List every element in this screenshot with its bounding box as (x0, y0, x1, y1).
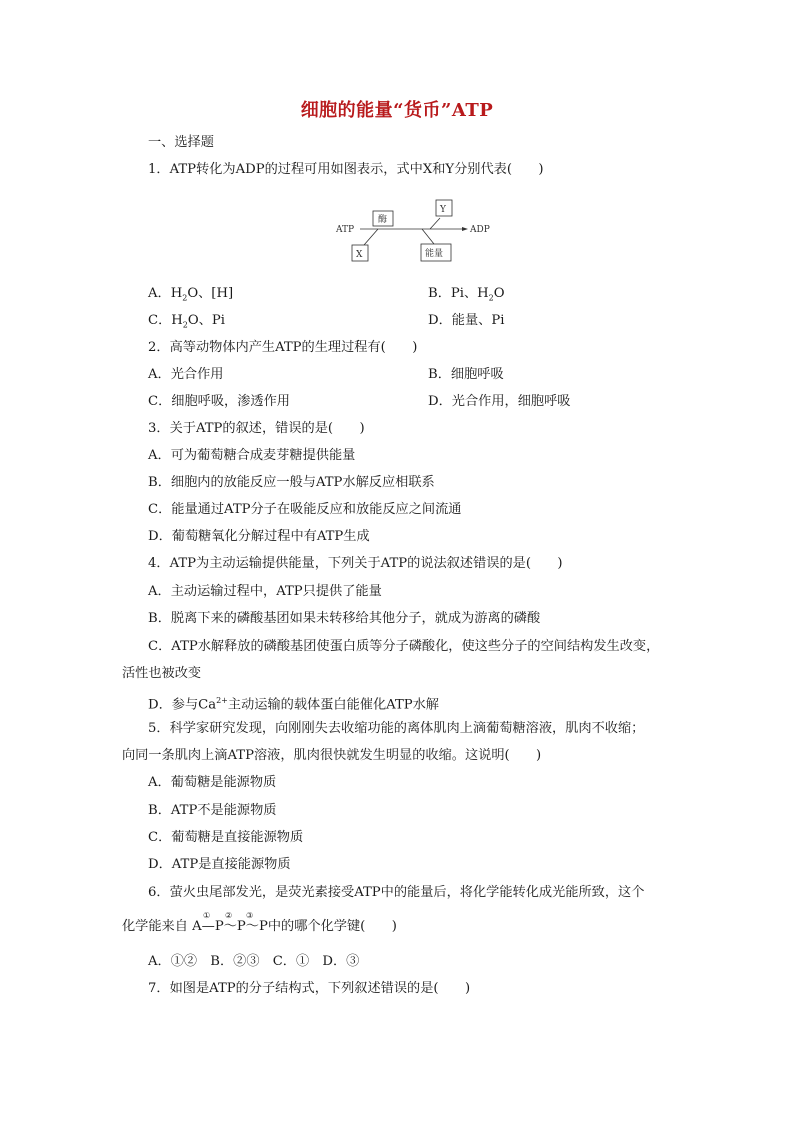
q3-stem: 3．关于ATP的叙述，错误的是( ) (148, 421, 365, 436)
q3-option-a: A．可为葡萄糖合成麦芽糖提供能量 (148, 448, 356, 463)
q4-option-a: A．主动运输过程中，ATP只提供了能量 (148, 584, 382, 599)
diagram-x-label: X (356, 250, 363, 260)
q5-option-a: A．葡萄糖是能源物质 (148, 775, 277, 790)
q2-option-b: B．细胞呼吸 (428, 367, 504, 382)
q6-options: A．①② B．②③ C．① D．③ (148, 954, 360, 969)
q6-stem-line1: 6．萤火虫尾部发光，是荧光素接受ATP中的能量后，将化学能转化成光能所致，这个 (148, 885, 645, 900)
q1-option-b: B．Pi、$H_2O$ (428, 286, 505, 303)
diagram-y-label: Y (440, 205, 446, 215)
q1-option-d: D．能量、Pi (428, 313, 505, 328)
bond-mark-2: ② (225, 911, 233, 920)
q2-stem: 2．高等动物体内产生ATP的生理过程有( ) (148, 340, 418, 355)
bond-mark-1: ① (203, 911, 211, 920)
q1-option-a: A．$H_2O$、[H] (148, 286, 234, 303)
q7-stem: 7．如图是ATP的分子结构式，下列叙述错误的是( ) (148, 981, 471, 996)
bond-mark-3: ③ (246, 911, 254, 920)
page-title: 细胞的能量“货币”ATP (300, 100, 494, 121)
q4-stem: 4．ATP为主动运输提供能量，下列关于ATP的说法叙述错误的是( ) (148, 556, 563, 571)
q4-option-c-line1: C．ATP水解释放的磷酸基团使蛋白质等分子磷酸化，使这些分子的空间结构发生改变， (148, 639, 660, 654)
q4-option-b: B．脱离下来的磷酸基团如果未转移给其他分子，就成为游离的磷酸 (148, 611, 541, 626)
q5-stem-line2: 向同一条肌肉上滴ATP溶液，肌肉很快就发生明显的收缩。这说明( ) (122, 748, 542, 763)
section-heading: 一、选择题 (148, 135, 214, 150)
q6-stem-line2: 化学能来自 A—P～P～P中的哪个化学键( ) (122, 919, 397, 934)
diagram-energy-label: 能量 (425, 249, 444, 259)
q3-option-d: D．葡萄糖氧化分解过程中有ATP生成 (148, 529, 370, 544)
q2-option-d: D．光合作用，细胞呼吸 (428, 394, 571, 409)
atp-formula: A—P～P～P (192, 919, 268, 934)
q3-option-c: C．能量通过ATP分子在吸能反应和放能反应之间流通 (148, 502, 462, 517)
q5-option-c: C．葡萄糖是直接能源物质 (148, 830, 304, 845)
q1-option-c: C．$H_2O$、Pi (148, 313, 225, 330)
q4-option-c-line2: 活性也被改变 (122, 666, 202, 681)
diagram-adp-label: ADP (470, 225, 490, 235)
diagram-atp-label: ATP (336, 225, 355, 235)
q2-option-c: C．细胞呼吸，渗透作用 (148, 394, 290, 409)
q1-stem: 1．ATP转化为ADP的过程可用如图表示，式中X和Y分别代表( ) (148, 162, 544, 177)
q5-option-d: D．ATP是直接能源物质 (148, 857, 291, 872)
diagram-enzyme-label: 酶 (378, 215, 388, 225)
q5-stem-line1: 5．科学家研究发现，向刚刚失去收缩功能的离体肌肉上滴葡萄糖溶液，肌肉不收缩； (148, 721, 645, 736)
atp-adp-diagram (330, 196, 500, 266)
q4-option-d: D．参与$Ca^{2+}$主动运输的载体蛋白能催化ATP水解 (148, 696, 439, 713)
q5-option-b: B．ATP不是能源物质 (148, 803, 277, 818)
q3-option-b: B．细胞内的放能反应一般与ATP水解反应相联系 (148, 475, 435, 490)
q2-option-a: A．光合作用 (148, 367, 224, 382)
